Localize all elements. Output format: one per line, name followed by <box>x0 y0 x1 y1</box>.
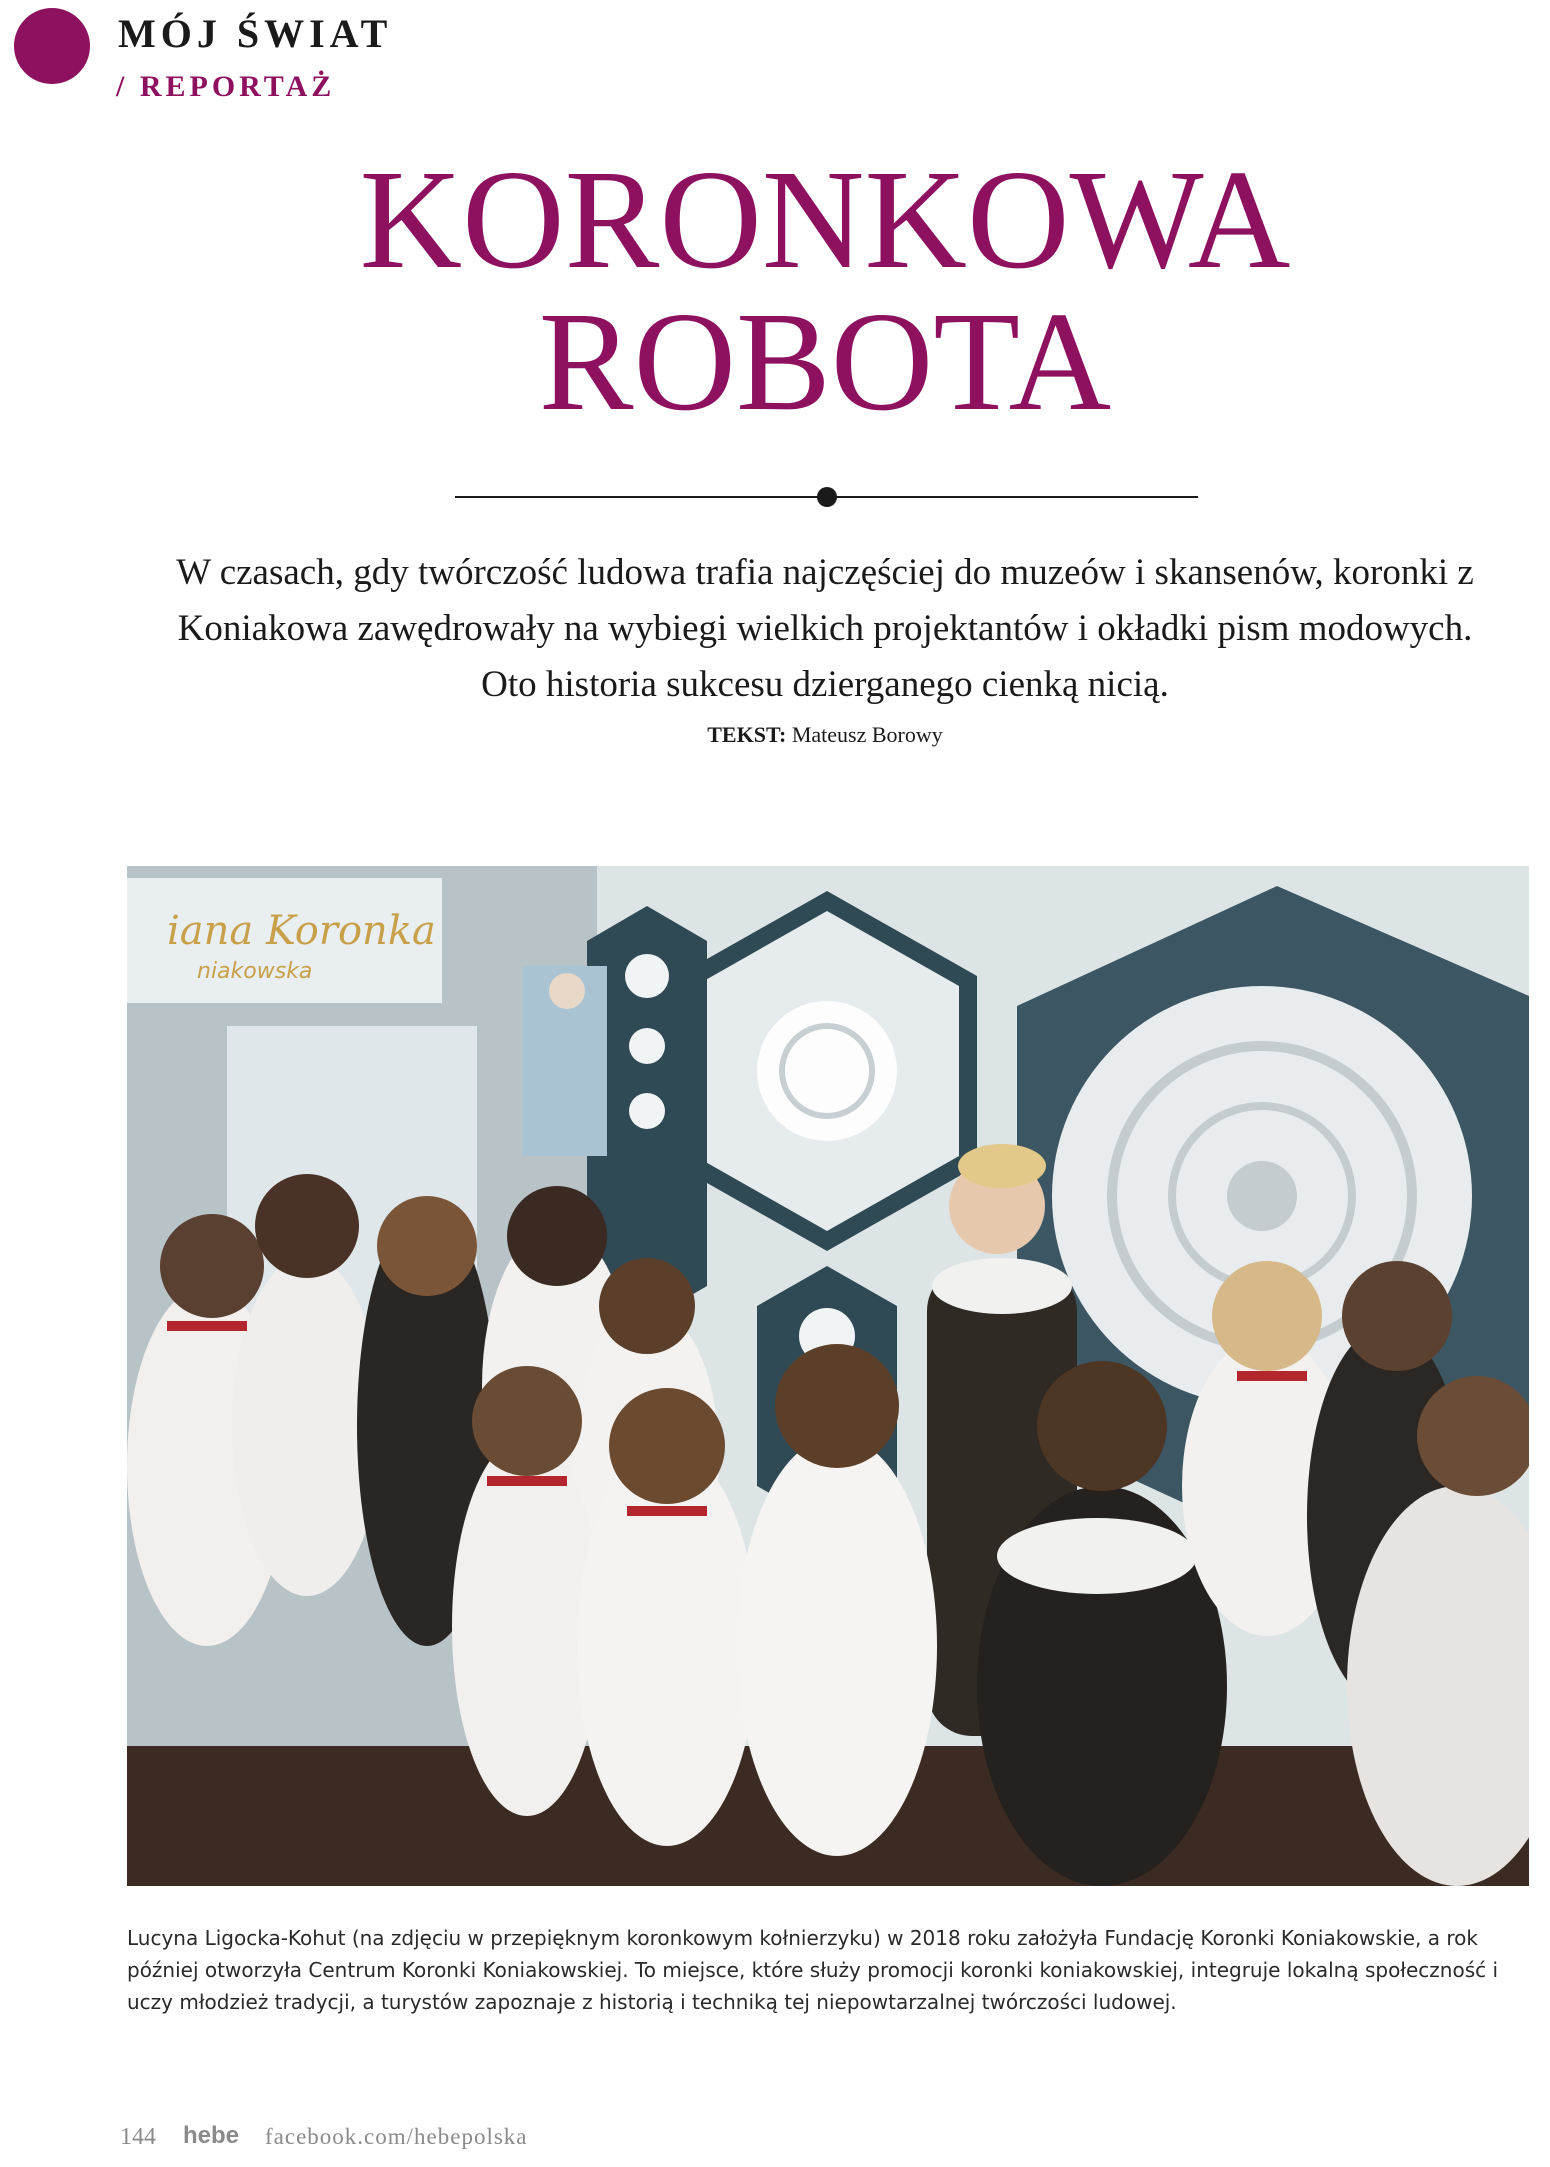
sign-subtext: niakowska <box>197 959 313 984</box>
author-credit <box>0 722 1550 748</box>
author-label: TEKST: <box>707 722 787 747</box>
author-name: Mateusz Borowy <box>791 722 943 747</box>
sign-text: iana Koronka <box>167 908 436 954</box>
section-label: MÓJ ŚWIAT <box>118 11 393 56</box>
article-title <box>0 140 1550 440</box>
subsection-label: / REPORTAŻ <box>116 70 336 103</box>
page-number: 144 <box>120 2124 156 2150</box>
article-photo <box>127 866 1529 1886</box>
divider-dot <box>817 487 837 507</box>
title-line-1: KORONKOWA <box>359 140 1291 298</box>
magazine-brand: hebe <box>183 2122 240 2149</box>
section-marker-dot <box>14 8 90 84</box>
photo-illustration <box>127 866 1529 1886</box>
title-line-2: ROBOTA <box>538 282 1112 440</box>
article-lead: W czasach, gdy twórczość ludowa trafia najczęściej do muzeów i skansenów, koronki z Koniakowa zawędrowały na wybiegi wielkich projektantów i okładki pism modowych. Oto historia sukcesu dzierganego cienką nicią. <box>176 552 1474 705</box>
social-link[interactable]: facebook.com/hebepolska <box>265 2124 528 2149</box>
photo-caption: Lucyna Ligocka-Kohut (na zdjęciu w przepięknym koronkowym kołnierzyku) w 2018 roku założyła Fundację Koronki Koniakowskie, a rok później otworzyła Centrum Koronki Koniakowskiej. To miejsce, które służy promocji koronki koniakowskiej, integruje lokalną społeczność i uczy młodzież tradycji, a turystów zapoznaje z historią i techniką tej niepowtarzalnej twórczości ludowej. <box>127 1926 1499 2014</box>
